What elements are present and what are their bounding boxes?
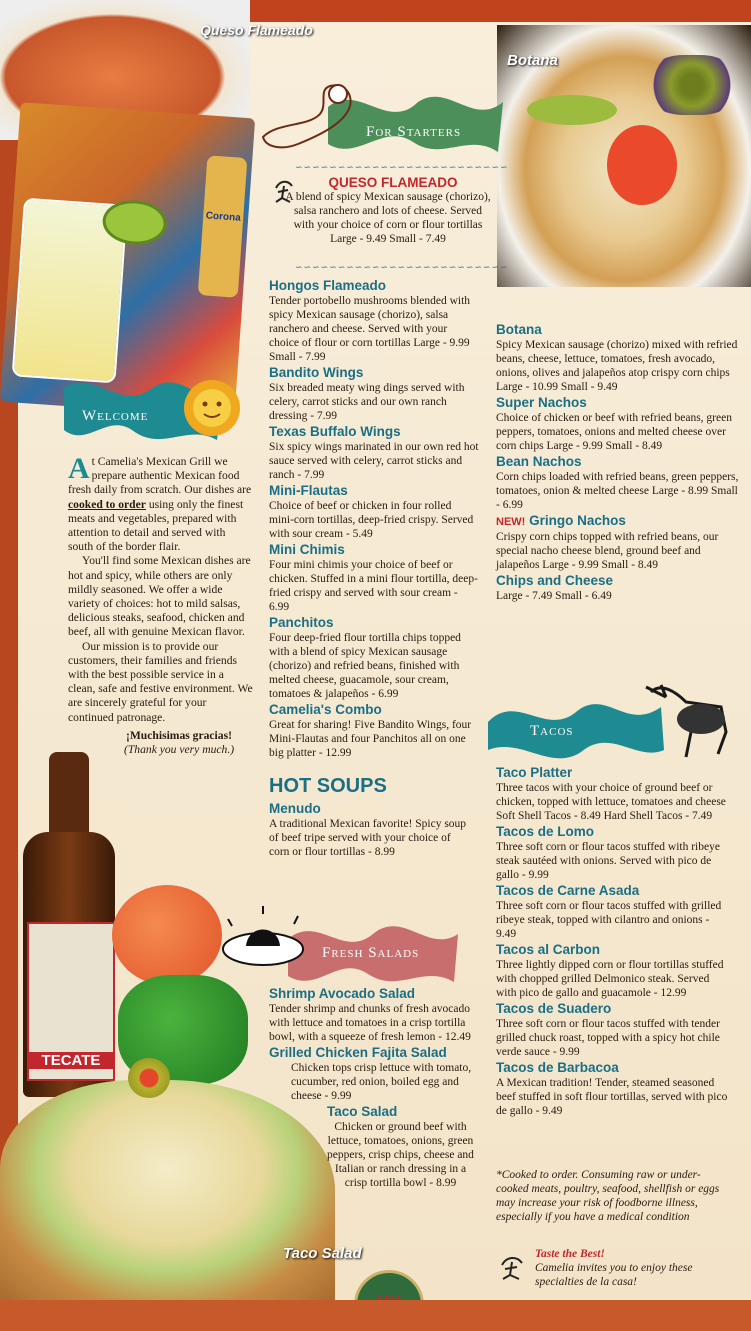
welcome-p3: Our mission is to provide our customers, their families and friends with the best possible service in a clean, safe and festive environment. We are sincerely grateful for your continued patronage. <box>68 639 253 724</box>
taco-desc: Three lightly dipped corn or flour tortillas stuffed with chopped grilled Delmonico steak. Served with pico de gallo and guacamole - 12.99 <box>496 959 724 999</box>
starter-item <box>496 322 741 394</box>
welcome-banner-text: Welcome <box>82 408 149 424</box>
dancer-icon-footer <box>498 1253 526 1281</box>
bottom-border <box>0 1300 751 1331</box>
divider-bottom: ∽∽∽∽∽∽∽∽∽∽∽∽∽∽∽∽∽∽∽∽∽∽∽∽∽ <box>295 263 509 273</box>
starter-desc: Spicy Mexican sausage (chorizo) mixed with refried beans, cheese, lettuce, tomatoes, fresh avocado, onions, olives and jalapeños atop crispy corn chips Large - 10.99 Small - 9.49 <box>496 339 738 393</box>
starter-item <box>269 278 479 364</box>
starter-item <box>496 395 741 453</box>
hot-soups-heading: HOT SOUPS <box>269 775 387 797</box>
taco-desc: A Mexican tradition! Tender, steamed seasoned beef stuffed in soft flour tortillas, served with pico de gallo - 9.49 <box>496 1077 728 1117</box>
starter-title: Super Nachos <box>496 395 587 410</box>
starter-item <box>496 573 741 603</box>
new-badge: NEW! <box>496 516 526 528</box>
starter-title: Mini Chimis <box>269 542 345 557</box>
starter-desc: Crispy corn chips topped with refried beans, our special nacho cheese blend, ground beef and jalapeños Large - 9.99 Small - 8.49 <box>496 531 719 571</box>
starters-list <box>269 277 479 760</box>
tecate-label: TECATE <box>29 1052 113 1069</box>
taco-title: Tacos de Lomo <box>496 824 595 839</box>
starter-desc: Six spicy wings marinated in our own red hot sauce served with celery, carrot sticks and ranch - 7.99 <box>269 441 479 481</box>
taco-item <box>496 824 731 882</box>
tacos-banner <box>486 682 751 767</box>
menudo-desc: A traditional Mexican favorite! Spicy soup of beef tripe served with your choice of corn or flour tortillas - 8.99 <box>269 818 467 858</box>
starter-item <box>496 454 741 512</box>
avocado-icon <box>527 95 617 125</box>
drop-cap: A <box>68 452 90 485</box>
taco-item <box>496 1001 731 1059</box>
taco-title: Tacos de Suadero <box>496 1001 612 1016</box>
salad-desc: Chicken or ground beef with lettuce, tomatoes, onions, green peppers, crisp chips, cheese and Italian or ranch dressing in a crisp tortilla bowl - 8.99 <box>327 1121 474 1189</box>
raw-food-disclaimer: *Cooked to order. Consuming raw or under-cooked meats, poultry, seafood, shellfish or eggs may increase your risk of foodborne illness, especially if you have a medical condition <box>496 1169 720 1223</box>
taco-desc: Three tacos with your choice of ground beef or chicken, topped with lettuce, tomatoes and cheese Soft Shell Tacos - 8.49 Hard Shell Tacos - 7.49 <box>496 782 726 822</box>
cooked-to-order: cooked to order <box>68 497 146 511</box>
starter-title: Texas Buffalo Wings <box>269 424 401 439</box>
salad-item <box>269 1045 474 1103</box>
welcome-thanks: ¡Muchisimas gracias! <box>126 728 232 742</box>
tomato-icon <box>607 125 677 205</box>
starter-item <box>269 424 479 482</box>
sun-icon <box>184 380 240 436</box>
camelia-invite: Camelia invites you to enjoy these specialties de la casa! <box>535 1262 693 1288</box>
welcome-thanks-en: (Thank you very much.) <box>124 743 235 757</box>
starter-title: Bean Nachos <box>496 454 582 469</box>
starters-banner <box>258 82 503 162</box>
starter-desc: Four mini chimis your choice of beef or chicken. Stuffed in a mini flour tortilla, deep-fried crispy and served with sour cream - 6.99 <box>269 559 478 613</box>
welcome-p2: You'll find some Mexican dishes are hot and spicy, while others are only mildly seasoned. We offer a wide variety of choices: hot to mild salsas, delicious steaks, seafood, chicken and beef, all with genuine Mexican flavor. <box>68 554 251 639</box>
starter-desc: Choice of chicken or beef with refried beans, green peppers, tomatoes, onions and melted cheese over corn chips Large - 9.99 Small - 8.49 <box>496 412 732 452</box>
starter-desc: Great for sharing! Five Bandito Wings, four Mini-Flautas and four Panchitos all on one big platter - 12.99 <box>269 719 472 759</box>
taco-desc: Three soft corn or flour tacos stuffed with ribeye steak sautéed with onions. Served with pico de gallo - 9.99 <box>496 841 720 881</box>
salads-list <box>269 985 474 1190</box>
sombrero-icon <box>223 906 303 965</box>
corona-label: Corona <box>205 210 242 224</box>
starter-item <box>269 365 479 423</box>
starter-item <box>269 483 479 541</box>
tomato-photo <box>112 885 222 985</box>
starter-desc: Six breaded meaty wing dings served with celery, carrot sticks and our own ranch dressing - 7.99 <box>269 382 465 422</box>
starter-item <box>496 513 741 572</box>
welcome-text <box>68 452 253 757</box>
starter-desc: Tender portobello mushrooms blended with spicy Mexican sausage (chorizo), salsa ranchero and cheese. Served with your choice of flour or corn tortillas Large - 9.99 Small - 7.99 <box>269 295 471 363</box>
welcome-p1-a: t Camelia's Mexican Grill we prepare authentic Mexican food fresh daily from scratch. Our dishes are <box>68 455 252 497</box>
starter-title: Chips and Cheese <box>496 573 614 588</box>
salad-desc: Chicken tops crisp lettuce with tomato, cucumber, red onion, boiled egg and cheese - 9.99 <box>291 1062 472 1102</box>
salad-item <box>269 1104 474 1190</box>
taco-title: Tacos de Carne Asada <box>496 883 640 898</box>
salad-title: Taco Salad <box>327 1104 398 1119</box>
taco-desc: Three soft corn or flour tacos stuffed with tender grilled chuck roast, topped with a spicy hot chile verde sauce - 9.99 <box>496 1018 720 1058</box>
salads-banner-text: Fresh Salads <box>322 945 420 961</box>
taco-title: Taco Platter <box>496 765 573 780</box>
queso-flameado-desc: A blend of spicy Mexican sausage (chorizo), salsa ranchero and lots of cheese. Served with your choice of corn or flour tortillas <box>285 191 491 232</box>
starter-title: Mini-Flautas <box>269 483 348 498</box>
corona-bottle <box>198 155 248 297</box>
starter-title <box>496 513 741 530</box>
queso-photo-label: Queso Flameado <box>200 22 313 38</box>
starter-title: Bandito Wings <box>269 365 364 380</box>
divider-top: ∽∽∽∽∽∽∽∽∽∽∽∽∽∽∽∽∽∽∽∽∽∽∽∽∽ <box>295 163 509 173</box>
tacos-banner-text: Tacos <box>530 723 574 739</box>
salad-item <box>269 986 474 1044</box>
taco-title: Tacos de Barbacoa <box>496 1060 619 1075</box>
taco-item <box>496 883 731 941</box>
salad-title: Grilled Chicken Fajita Salad <box>269 1045 447 1060</box>
tecate-bottle <box>15 752 123 1097</box>
starter-item <box>269 615 479 701</box>
taco-desc: Three soft corn or flour tacos stuffed with grilled ribeye steak, topped with cilantro and onions - 9.49 <box>496 900 722 940</box>
starter-desc: Large - 7.49 Small - 6.49 <box>496 590 612 602</box>
gringo-nachos-title: Gringo Nachos <box>529 513 626 528</box>
queso-flameado-title: QUESO FLAMEADO <box>328 175 458 190</box>
salad-desc: Tender shrimp and chunks of fresh avocado with lettuce and tomatoes in a crisp tortilla bowl, with a squeeze of fresh lemon - 12.49 <box>269 1003 471 1043</box>
botana-photo-label: Botana <box>507 52 558 69</box>
menudo-title: Menudo <box>269 801 321 816</box>
salad-title: Shrimp Avocado Salad <box>269 986 416 1001</box>
starter-title: Panchitos <box>269 615 334 630</box>
tacos-list <box>496 764 731 1118</box>
starter-item <box>269 702 479 760</box>
starter-title: Botana <box>496 322 542 337</box>
starter-desc: Four deep-fried flour tortilla chips topped with a blend of spicy Mexican sausage (chorizo) and refried beans, finished with melted cheese, guacamole, sour cream, tomatoes & jalapeños - 6.99 <box>269 632 461 700</box>
starter-title: Hongos Flameado <box>269 278 387 293</box>
starter-title: Camelia's Combo <box>269 702 382 717</box>
starter-desc: Corn chips loaded with refried beans, green peppers, tomatoes, onion & melted cheese Large - 8.99 Small - 6.99 <box>496 471 739 511</box>
queso-flameado-price: Large - 9.49 Small - 7.49 <box>330 233 446 246</box>
olive-photo <box>128 1058 170 1098</box>
menudo-item <box>269 800 469 859</box>
taco-item <box>496 765 731 823</box>
olive-icon <box>647 55 737 115</box>
welcome-p1-b: using only the finest meats and vegetables, prepared with attention to detail and served with south of the border flair. <box>68 497 244 554</box>
taco-salad-photo-label: Taco Salad <box>283 1245 362 1262</box>
right-starters-list <box>496 321 741 603</box>
taste-the-best: Taste the Best! <box>535 1248 605 1260</box>
queso-flameado-item <box>283 176 493 246</box>
taco-title: Tacos al Carbon <box>496 942 601 957</box>
taco-item <box>496 942 731 1000</box>
starters-banner-text: For Starters <box>366 124 462 140</box>
taco-item <box>496 1060 731 1118</box>
starter-item <box>269 542 479 614</box>
starter-desc: Choice of beef or chicken in four rolled mini-corn tortillas, deep-fried crispy. Served with sour cream - 5.49 <box>269 500 474 540</box>
welcome-p1 <box>68 452 253 554</box>
